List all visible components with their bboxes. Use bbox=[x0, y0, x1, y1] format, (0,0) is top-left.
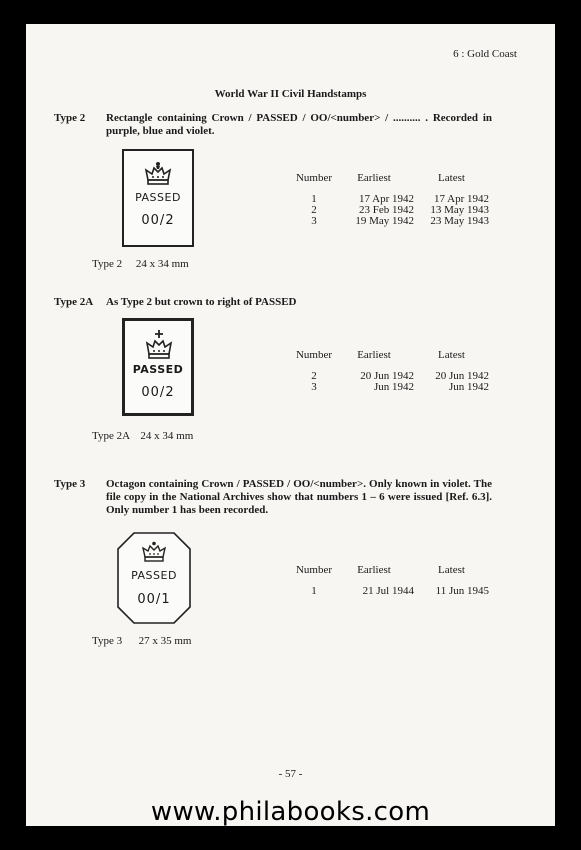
cell-earliest: Jun 1942 bbox=[373, 381, 414, 393]
cell-latest: 23 May 1943 bbox=[430, 215, 489, 227]
cell-number: 3 bbox=[311, 381, 317, 393]
watermark-link: www.philabooks.com bbox=[150, 797, 431, 826]
cell-number: 3 bbox=[311, 215, 317, 227]
stamp-passed-text: PASSED bbox=[131, 569, 177, 582]
caption-type: Type 2A bbox=[92, 430, 130, 442]
cell-earliest: 17 Apr 1942 bbox=[359, 193, 414, 205]
col-header-number: Number bbox=[295, 349, 333, 361]
stamp-passed-text: PASSED bbox=[135, 191, 181, 204]
caption-size: 24 x 34 mm bbox=[135, 258, 189, 270]
cell-earliest: 20 Jun 1942 bbox=[360, 370, 414, 382]
cell-earliest: 23 Feb 1942 bbox=[359, 204, 414, 216]
type-3-label: Type 3 bbox=[54, 478, 86, 490]
col-header-latest: Latest bbox=[438, 564, 465, 576]
cell-latest: 17 Apr 1942 bbox=[434, 193, 489, 205]
stamp-number-text: 00/2 bbox=[141, 213, 175, 228]
col-header-earliest: Earliest bbox=[357, 349, 391, 361]
type-2-description: Rectangle containing Crown / PASSED / OO/<number> / .......... . Recorded in purple, blue and violet. bbox=[106, 112, 492, 137]
section-title: World War II Civil Handstamps bbox=[214, 88, 367, 100]
type-2-caption bbox=[92, 258, 189, 270]
table-row bbox=[294, 216, 489, 227]
type-3-caption bbox=[92, 635, 191, 647]
type-2-label: Type 2 bbox=[54, 112, 86, 124]
col-header-number: Number bbox=[295, 564, 333, 576]
stamp-passed-text: PASSED bbox=[132, 363, 184, 376]
crown-icon bbox=[145, 329, 173, 361]
table-row bbox=[294, 382, 489, 393]
cell-number: 2 bbox=[311, 370, 317, 382]
table-row bbox=[294, 586, 489, 597]
type-2-stamp-image bbox=[122, 149, 194, 247]
cell-latest: Jun 1942 bbox=[448, 381, 489, 393]
cell-number: 1 bbox=[311, 585, 317, 597]
caption-size: 27 x 35 mm bbox=[138, 635, 192, 647]
col-header-earliest: Earliest bbox=[357, 564, 391, 576]
cell-latest: 13 May 1943 bbox=[430, 204, 489, 216]
stamp-number-text: 00/2 bbox=[141, 385, 175, 400]
type-2a-description: As Type 2 but crown to right of PASSED bbox=[106, 296, 297, 308]
type-2a-label: Type 2A bbox=[54, 296, 94, 308]
type-3-stamp-image bbox=[116, 531, 192, 625]
caption-size: 24 x 34 mm bbox=[140, 430, 194, 442]
cell-earliest: 21 Jul 1944 bbox=[362, 585, 414, 597]
cell-number: 2 bbox=[311, 204, 317, 216]
page-number: - 57 - bbox=[278, 768, 303, 780]
col-header-number: Number bbox=[295, 172, 333, 184]
caption-type: Type 3 bbox=[92, 635, 123, 647]
caption-type: Type 2 bbox=[92, 258, 123, 270]
type-3-description: Octagon containing Crown / PASSED / OO/<number>. Only known in violet. The file copy in the National Archives show that numbers 1 – 6 were issued [Ref. 6.3]. Only number 1 has been recorded. bbox=[106, 478, 492, 516]
type-2a-caption bbox=[92, 430, 193, 442]
stamp-number-text: 00/1 bbox=[137, 592, 171, 607]
cell-number: 1 bbox=[311, 193, 317, 205]
crown-icon bbox=[142, 541, 166, 563]
col-header-earliest: Earliest bbox=[357, 172, 391, 184]
type-3-records-table bbox=[294, 564, 489, 597]
col-header-latest: Latest bbox=[438, 172, 465, 184]
running-head: 6 : Gold Coast bbox=[453, 48, 517, 60]
book-page bbox=[26, 24, 555, 826]
crown-icon bbox=[144, 161, 172, 187]
cell-latest: 20 Jun 1942 bbox=[435, 370, 489, 382]
cell-earliest: 19 May 1942 bbox=[355, 215, 414, 227]
type-2-records-table bbox=[294, 172, 489, 227]
type-2a-records-table bbox=[294, 349, 489, 393]
col-header-latest: Latest bbox=[438, 349, 465, 361]
type-2a-stamp-image bbox=[122, 318, 194, 416]
cell-latest: 11 Jun 1945 bbox=[435, 585, 489, 597]
